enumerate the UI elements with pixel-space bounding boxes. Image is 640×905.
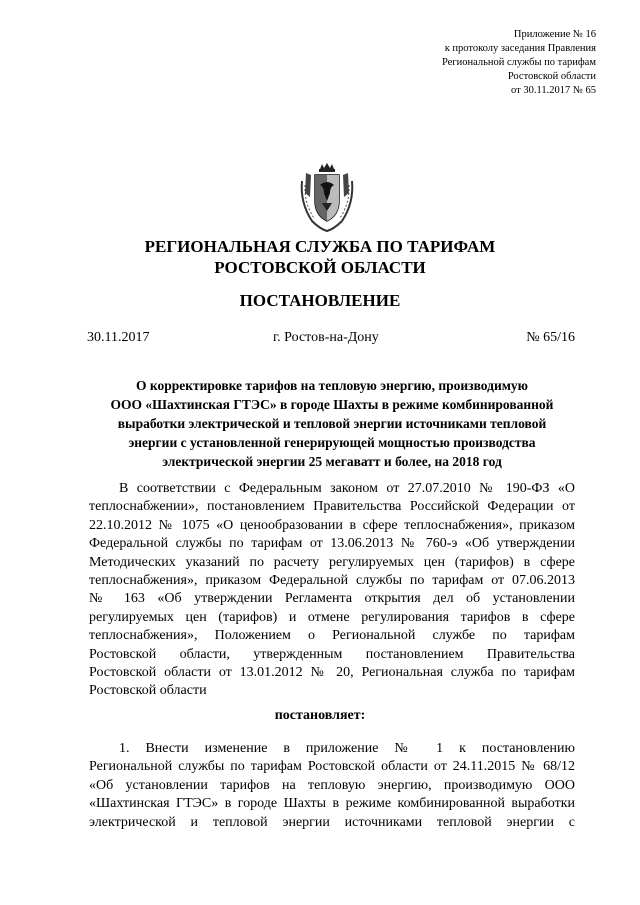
preamble-line: 22.10.2012 № 1075 «О ценообразовании в сфере теплоснабжения», приказом bbox=[89, 517, 575, 533]
item-1-paragraph bbox=[89, 740, 575, 832]
item-line: Региональной службы по тарифам Ростовской области от 24.11.2015 № 68/12 bbox=[89, 759, 575, 775]
appendix-line: к протоколу заседания Правления bbox=[444, 43, 596, 54]
document-type: ПОСТАНОВЛЕНИЕ bbox=[239, 291, 401, 310]
preamble-line: В соответствии с Федеральным законом от 27.07.2010 № 190-ФЗ «О bbox=[119, 481, 575, 496]
preamble-line: Федеральной службы по тарифам от 13.06.2013 № 760-э «Об утверждении bbox=[89, 536, 575, 552]
preamble-line: № 163 «Об утверждении Регламента открытия дел об установлении bbox=[89, 591, 575, 607]
organization-line: РЕГИОНАЛЬНАЯ СЛУЖБА ПО ТАРИФАМ bbox=[144, 237, 496, 256]
item-line: «Об установлении тарифов на тепловую энергию, производимую ООО bbox=[89, 777, 575, 793]
organization-line: РОСТОВСКОЙ ОБЛАСТИ bbox=[214, 258, 426, 277]
subject-line: О корректировке тарифов на тепловую энергию, производимую bbox=[135, 378, 528, 393]
preamble-line: Ростовской области bbox=[89, 683, 207, 699]
preamble-line: Ростовской области от 13.01.2012 № 20, Региональная служба по тарифам bbox=[89, 665, 575, 681]
subject-line: выработки электрической и тепловой энергии источниками тепловой bbox=[117, 416, 547, 431]
preamble-line: теплоснабжения», приказом Федеральной службы по тарифам от 07.06.2013 bbox=[89, 573, 575, 589]
subject-line: ООО «Шахтинская ГТЭС» в городе Шахты в режиме комбинированной bbox=[110, 397, 554, 412]
document-subject bbox=[104, 376, 560, 471]
preamble-line: теплоснабжения», Положением о Региональной службе по тарифам bbox=[89, 628, 575, 644]
preamble-line: Ростовской области, утвержденным постановлением Правительства bbox=[89, 646, 575, 662]
preamble-paragraph bbox=[89, 480, 575, 701]
appendix-line: Приложение № 16 bbox=[513, 29, 596, 40]
preamble-line: регулируемых цен (тарифов) и отмене регулирования тарифов в сфере bbox=[89, 609, 575, 625]
appendix-line: Региональной службы по тарифам bbox=[441, 57, 596, 68]
document-number: № 65/16 bbox=[526, 330, 575, 345]
document-place: г. Ростов-на-Дону bbox=[273, 330, 379, 345]
document-date: 30.11.2017 bbox=[87, 330, 150, 345]
appendix-line: от 30.11.2017 № 65 bbox=[511, 85, 596, 96]
resolves-heading: постановляет: bbox=[274, 708, 366, 723]
item-line: 1. Внести изменение в приложение № 1 к постановлению bbox=[119, 741, 575, 756]
appendix-line: Ростовской области bbox=[507, 71, 596, 82]
item-line: электрической и тепловой энергии источниками тепловой энергии с bbox=[89, 814, 575, 830]
appendix-note bbox=[376, 28, 596, 98]
document-meta bbox=[87, 330, 575, 350]
subject-line: электрической энергии 25 мегаватт и более, на 2018 год bbox=[162, 454, 502, 469]
preamble-line: теплоснабжении», постановлением Правительства Российской Федерации от bbox=[89, 499, 575, 515]
coat-of-arms-icon bbox=[296, 163, 358, 233]
item-line: «Шахтинская ГТЭС» в городе Шахты в режиме комбинированной выработки bbox=[89, 796, 575, 812]
preamble-line: Методических указаний по расчету регулируемых цен (тарифов) в сфере bbox=[89, 554, 575, 570]
organization-title bbox=[0, 236, 640, 278]
subject-line: энергии с установленной генерирующей мощностью производства bbox=[128, 435, 536, 450]
